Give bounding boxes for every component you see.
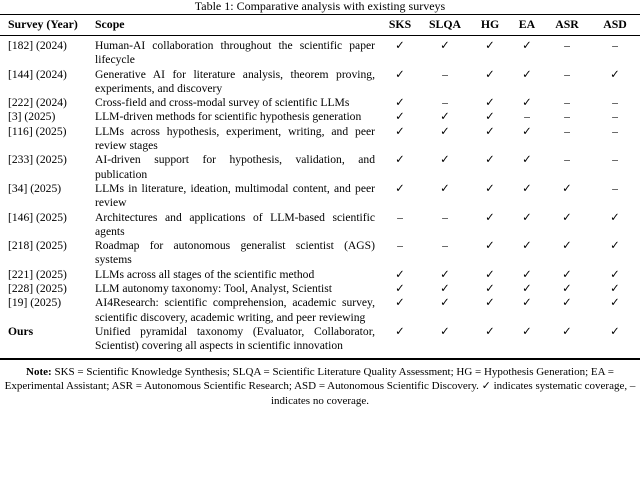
mark-cell: – [442,96,448,110]
mark-cell: ✓ [610,67,620,81]
mark-cell: ✓ [440,282,450,296]
mark-cell: – [442,210,448,224]
mark-cell: ✓ [485,124,495,138]
table-row [0,282,640,296]
mark-cell: ✓ [395,110,405,124]
survey-cell: [221] (2025) [8,267,67,281]
survey-cell: [144] (2024) [8,67,67,81]
mark-cell: ✓ [440,181,450,195]
mark-cell: ✓ [522,267,532,281]
mark-cell: ✓ [522,124,532,138]
note-text: SKS = Scientific Knowledge Synthesis; SLQA = Scientific Literature Quality Assessment; HG = Hypothesis Generation; EA = Experimental Assistant; ASR = Autonomous Scientific Research; ASD = Autonomous Scientific Discovery. ✓ indicates systematic coverage, – indicates no coverage. [4,365,636,408]
mark-cell: ✓ [610,282,620,296]
mark-cell: ✓ [610,324,620,338]
mark-cell: – [612,96,618,110]
scope-cell: LLMs across all stages of the scientific method [95,267,315,281]
table-caption: Table 1: Comparative analysis with existing surveys [194,0,446,13]
mark-cell: ✓ [522,296,532,310]
mark-cell: ✓ [485,39,495,52]
table-row [0,110,640,124]
mark-cell: ✓ [522,239,532,253]
mark-cell: ✓ [485,110,495,124]
mark-cell: – [564,110,570,124]
mark-cell: ✓ [440,324,450,338]
survey-cell: [218] (2025) [8,239,67,253]
col-header-survey-year: Survey (Year) [8,17,78,31]
table-row-ours [0,325,640,359]
survey-cell: Ours [8,324,34,338]
table-row [0,211,640,240]
table-row [0,125,640,154]
mark-cell: ✓ [485,210,495,224]
table-row [0,268,640,282]
mark-cell: ✓ [522,210,532,224]
mark-cell: – [564,39,570,52]
mark-cell: ✓ [485,296,495,310]
mark-cell: – [442,67,448,81]
mark-cell: – [564,153,570,167]
mark-cell: ✓ [562,324,572,338]
mark-cell: ✓ [522,39,532,52]
survey-cell: [19] (2025) [8,296,62,310]
mark-cell: ✓ [440,110,450,124]
mark-cell: – [612,153,618,167]
survey-cell: [182] (2024) [8,39,67,52]
scope-cell: Human-AI collaboration throughout the scientific paper lifecycle [95,39,375,67]
survey-comparison-table [0,14,640,360]
mark-cell: ✓ [395,96,405,110]
col-header-asd: ASD [603,17,627,31]
mark-cell: – [612,110,618,124]
mark-cell: ✓ [395,282,405,296]
mark-cell: ✓ [395,124,405,138]
mark-cell: ✓ [562,296,572,310]
survey-cell: [222] (2024) [8,96,67,110]
mark-cell: ✓ [610,210,620,224]
scope-cell: Unified pyramidal taxonomy (Evaluator, Collaborator, Scientist) covering all aspects in scientific innovation [95,324,375,353]
mark-cell: ✓ [440,267,450,281]
scope-cell: LLMs in literature, ideation, multimodal content, and peer review [95,181,375,210]
table-row [0,96,640,110]
mark-cell: ✓ [610,296,620,310]
mark-cell: ✓ [610,239,620,253]
mark-cell: ✓ [485,181,495,195]
mark-cell: ✓ [485,282,495,296]
note-label: Note: [26,365,52,378]
survey-cell: [34] (2025) [8,181,62,195]
table-row [0,182,640,211]
scope-cell: Generative AI for literature analysis, theorem proving, experiments, and discovery [95,67,375,95]
mark-cell: ✓ [562,267,572,281]
scope-cell: AI-driven support for hypothesis, validation, and publication [95,153,375,181]
mark-cell: ✓ [440,153,450,167]
header-row [0,15,640,36]
table-row [0,36,640,68]
mark-cell: ✓ [395,153,405,167]
mark-cell: ✓ [562,210,572,224]
table-row [0,68,640,97]
mark-cell: ✓ [522,153,532,167]
table-row [0,153,640,182]
mark-cell: ✓ [522,96,532,110]
mark-cell: ✓ [485,67,495,81]
col-header-sks: SKS [388,17,412,31]
col-header-hg: HG [480,17,500,31]
table-row [0,239,640,268]
mark-cell: – [397,210,403,224]
mark-cell: ✓ [562,239,572,253]
mark-cell: ✓ [522,282,532,296]
mark-cell: ✓ [485,96,495,110]
mark-cell: ✓ [395,296,405,310]
scope-cell: AI4Research: scientific comprehension, academic survey, scientific discovery, academic writing, and peer reviewing [95,296,375,324]
mark-cell: – [612,39,618,52]
scope-cell: Roadmap for autonomous generalist scientist (AGS) systems [95,239,375,267]
survey-cell: [116] (2025) [8,124,67,138]
survey-cell: [228] (2025) [8,282,67,296]
mark-cell: ✓ [610,267,620,281]
mark-cell: ✓ [485,324,495,338]
scope-cell: LLMs across hypothesis, experiment, writing, and peer review stages [95,124,375,153]
mark-cell: – [564,67,570,81]
mark-cell: – [564,124,570,138]
survey-cell: [233] (2025) [8,153,67,167]
mark-cell: ✓ [485,153,495,167]
mark-cell: – [397,239,403,253]
col-header-scope: Scope [95,17,125,31]
mark-cell: ✓ [395,39,405,52]
mark-cell: ✓ [395,67,405,81]
mark-cell: ✓ [440,39,450,52]
mark-cell: ✓ [522,67,532,81]
table-header [0,15,640,36]
table-body [0,36,640,359]
scope-cell: LLM-driven methods for scientific hypothesis generation [95,110,362,124]
table-row [0,296,640,325]
scope-cell: LLM autonomy taxonomy: Tool, Analyst, Scientist [95,282,332,296]
survey-cell: [3] (2025) [8,110,56,124]
survey-cell: [146] (2025) [8,210,67,224]
table-note [0,365,640,409]
mark-cell: ✓ [562,282,572,296]
mark-cell: – [564,96,570,110]
mark-cell: ✓ [395,181,405,195]
mark-cell: – [524,110,530,124]
mark-cell: ✓ [395,267,405,281]
scope-cell: Architectures and applications of LLM-based scientific agents [95,210,375,238]
col-header-ea: EA [518,17,536,31]
mark-cell: ✓ [485,267,495,281]
col-header-slqa: SLQA [428,17,462,31]
mark-cell: ✓ [440,124,450,138]
mark-cell: – [442,239,448,253]
mark-cell: ✓ [440,296,450,310]
mark-cell: ✓ [562,181,572,195]
mark-cell: – [612,124,618,138]
mark-cell: – [612,181,618,195]
mark-cell: ✓ [485,239,495,253]
mark-cell: ✓ [522,181,532,195]
mark-cell: ✓ [395,324,405,338]
col-header-asr: ASR [555,17,579,31]
scope-cell: Cross-field and cross-modal survey of scientific LLMs [95,96,350,110]
mark-cell: ✓ [522,324,532,338]
